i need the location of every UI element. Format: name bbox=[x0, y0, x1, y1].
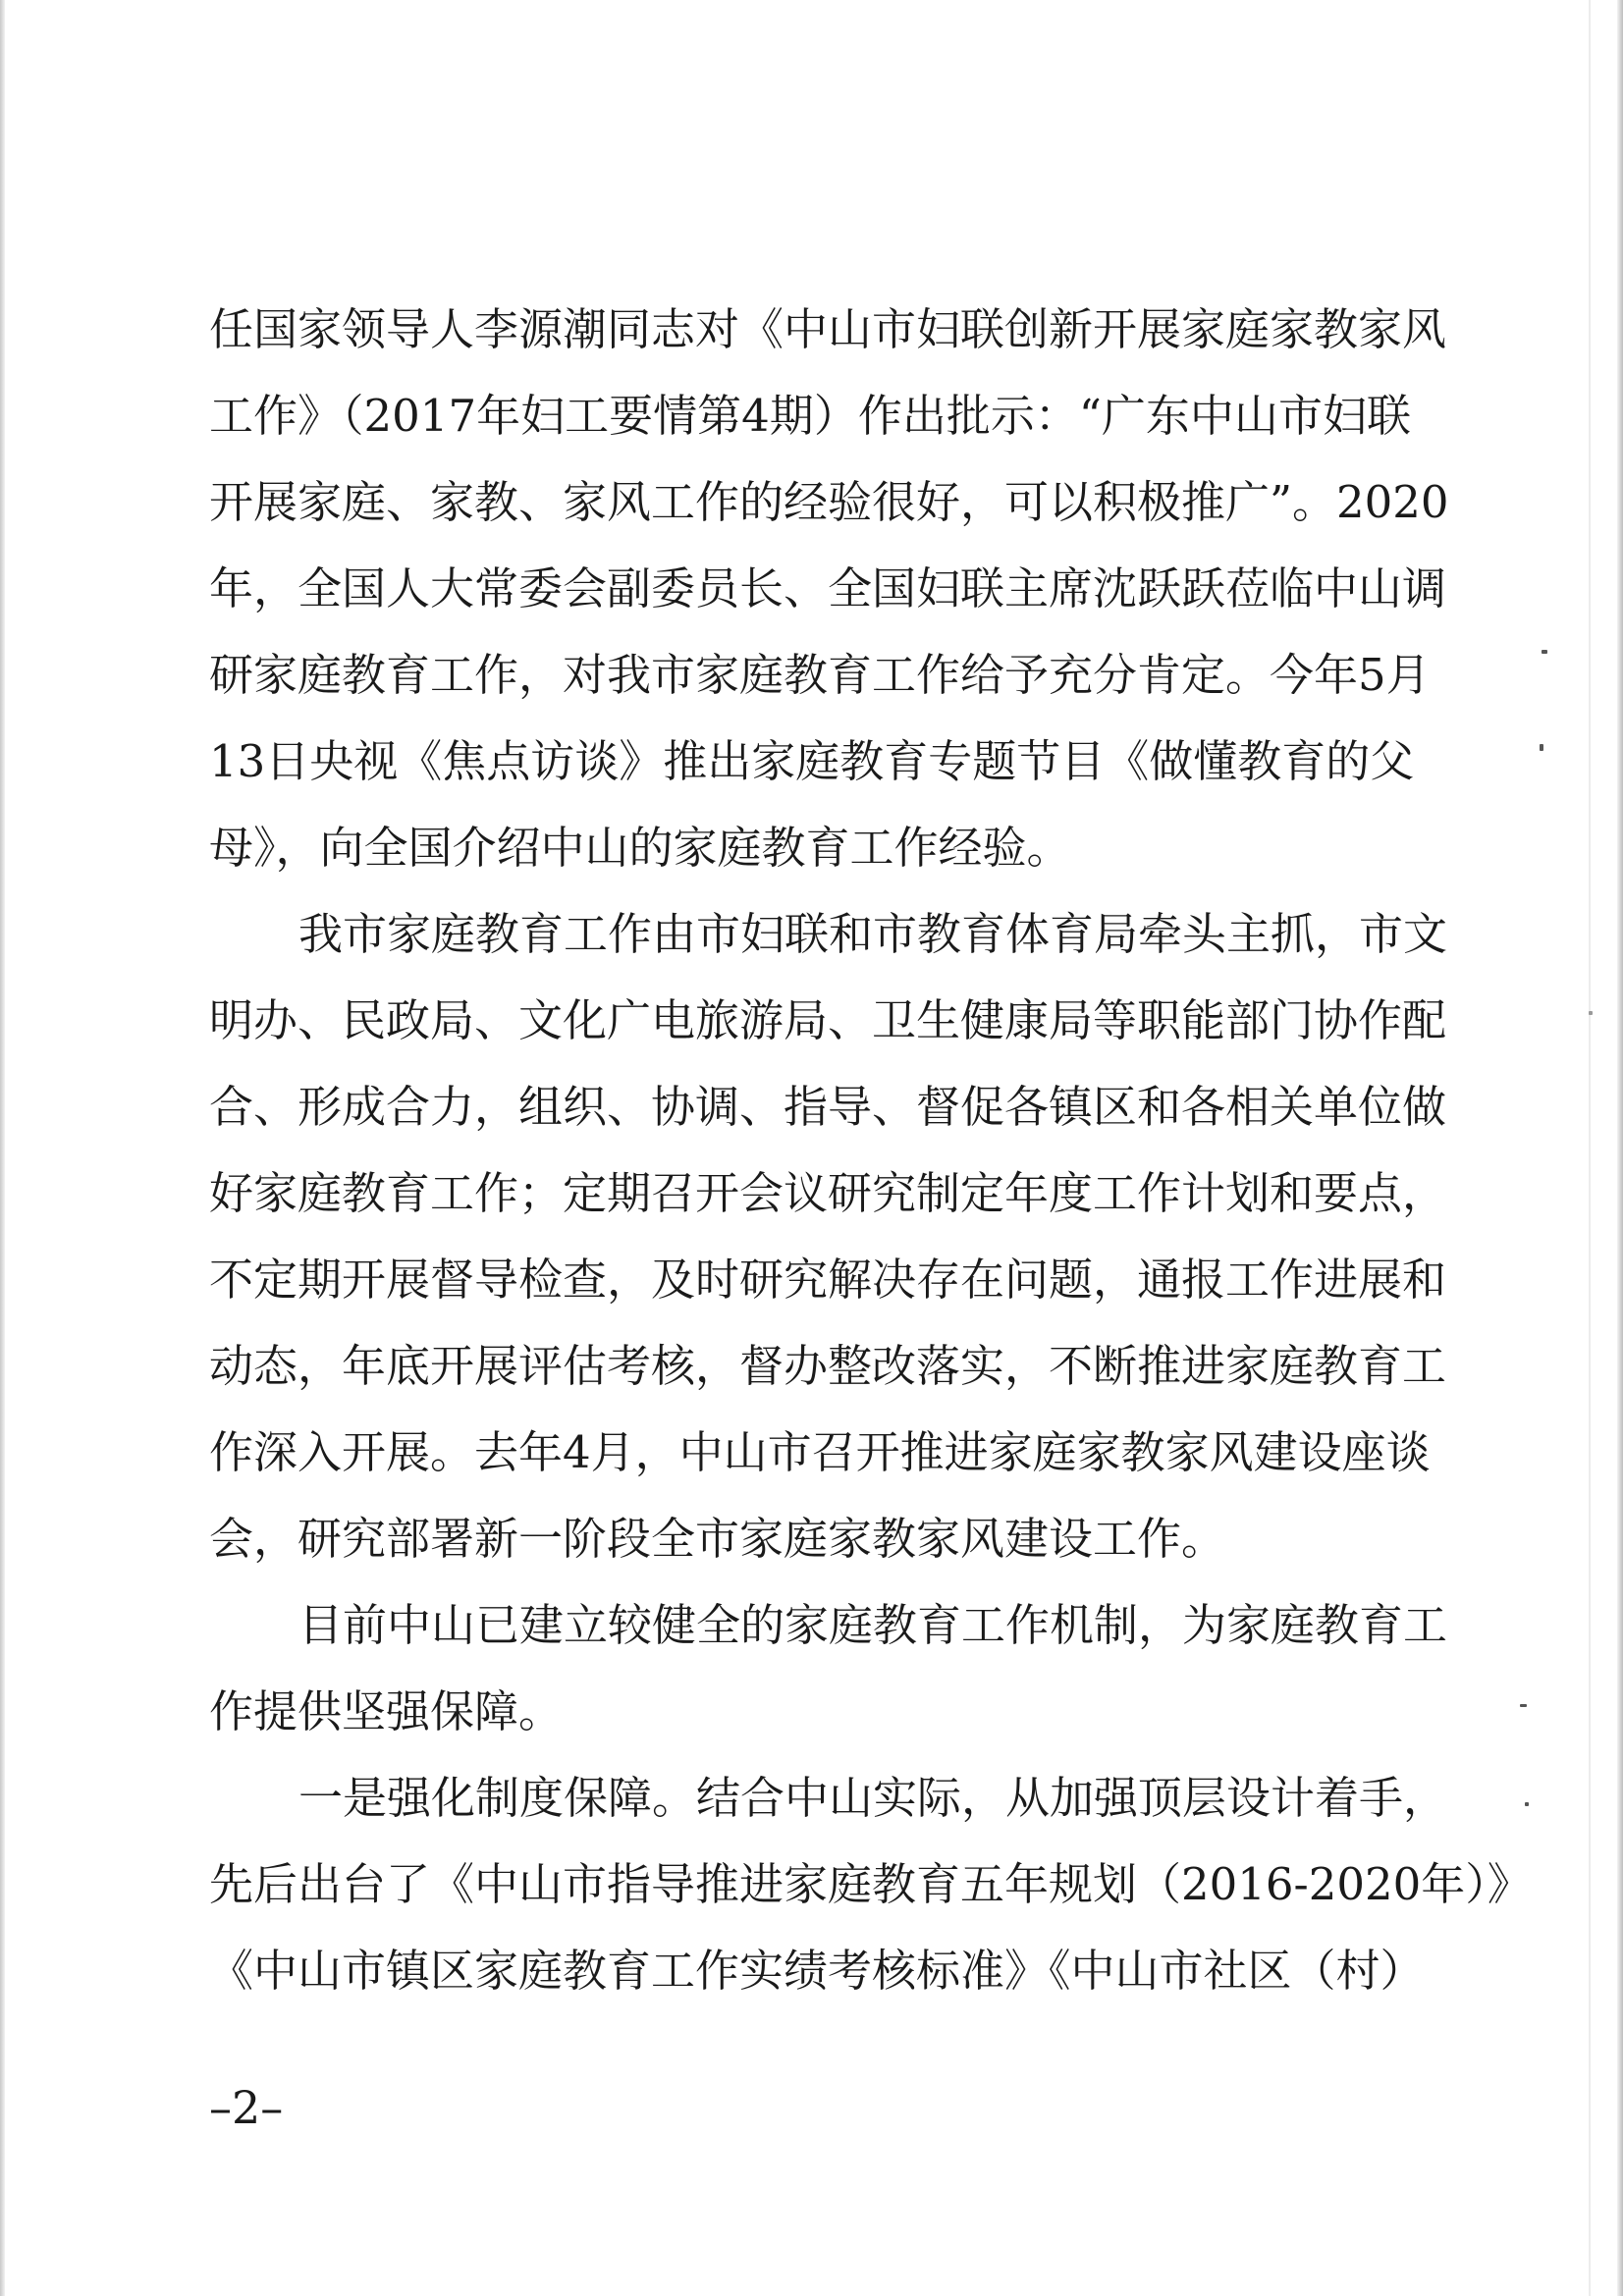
scan-speck bbox=[1520, 1704, 1527, 1707]
scan-edge-right bbox=[1617, 0, 1623, 2296]
body-line: 合、形成合力，组织、协调、指导、督促各镇区和各相关单位做 bbox=[209, 1081, 1447, 1133]
body-line: 会，研究部署新一阶段全市家庭家教家风建设工作。 bbox=[209, 1513, 1226, 1565]
body-line: 作深入开展。去年4月，中山市召开推进家庭家教家风建设座谈 bbox=[209, 1426, 1431, 1478]
scan-speck bbox=[1589, 1011, 1593, 1015]
body-line: 开展家庭、家教、家风工作的经验很好，可以积极推广”。2020 bbox=[209, 476, 1449, 528]
body-line: 母》，向全国介绍中山的家庭教育工作经验。 bbox=[209, 822, 1071, 874]
body-line: 工作》（2017年妇工要情第4期）作出批示：“广东中山市妇联 bbox=[209, 390, 1411, 442]
page-fold-line bbox=[1589, 0, 1591, 2296]
scan-speck bbox=[1542, 650, 1547, 654]
scan-speck bbox=[1525, 1802, 1529, 1806]
page-number: –2– bbox=[209, 2081, 284, 2134]
body-line: 《中山市镇区家庭教育工作实绩考核标准》《中山市社区（村） bbox=[209, 1945, 1425, 1997]
body-line: 研家庭教育工作，对我市家庭教育工作给予充分肯定。今年5月 bbox=[209, 649, 1431, 701]
body-line: 明办、民政局、文化广电旅游局、卫生健康局等职能部门协作配 bbox=[209, 994, 1447, 1046]
body-line: 年，全国人大常委会副委员长、全国妇联主席沈跃跃莅临中山调 bbox=[209, 562, 1447, 614]
body-line: 动态，年底开展评估考核，督办整改落实，不断推进家庭教育工 bbox=[209, 1340, 1447, 1392]
paragraph-first-line: 一是强化制度保障。结合中山实际，从加强顶层设计着手， bbox=[298, 1772, 1448, 1824]
paragraph-first-line: 目前中山已建立较健全的家庭教育工作机制，为家庭教育工 bbox=[298, 1599, 1448, 1651]
document-body bbox=[209, 287, 1532, 2014]
body-line: 13日央视《焦点访谈》推出家庭教育专题节目《做懂教育的父 bbox=[209, 735, 1415, 787]
scan-speck bbox=[1540, 744, 1543, 751]
paragraph-first-line: 我市家庭教育工作由市妇联和市教育体育局牵头主抓，市文 bbox=[298, 908, 1448, 960]
body-line: 任国家领导人李源潮同志对《中山市妇联创新开展家庭家教家风 bbox=[209, 303, 1447, 355]
body-line: 作提供坚强保障。 bbox=[209, 1685, 564, 1737]
body-line: 先后出台了《中山市指导推进家庭教育五年规划（2016-2020年）》 bbox=[209, 1858, 1532, 1910]
body-line: 好家庭教育工作；定期召开会议研究制定年度工作计划和要点， bbox=[209, 1167, 1447, 1219]
scan-edge-left bbox=[0, 0, 5, 2296]
body-line: 不定期开展督导检查，及时研究解决存在问题，通报工作进展和 bbox=[209, 1254, 1447, 1306]
